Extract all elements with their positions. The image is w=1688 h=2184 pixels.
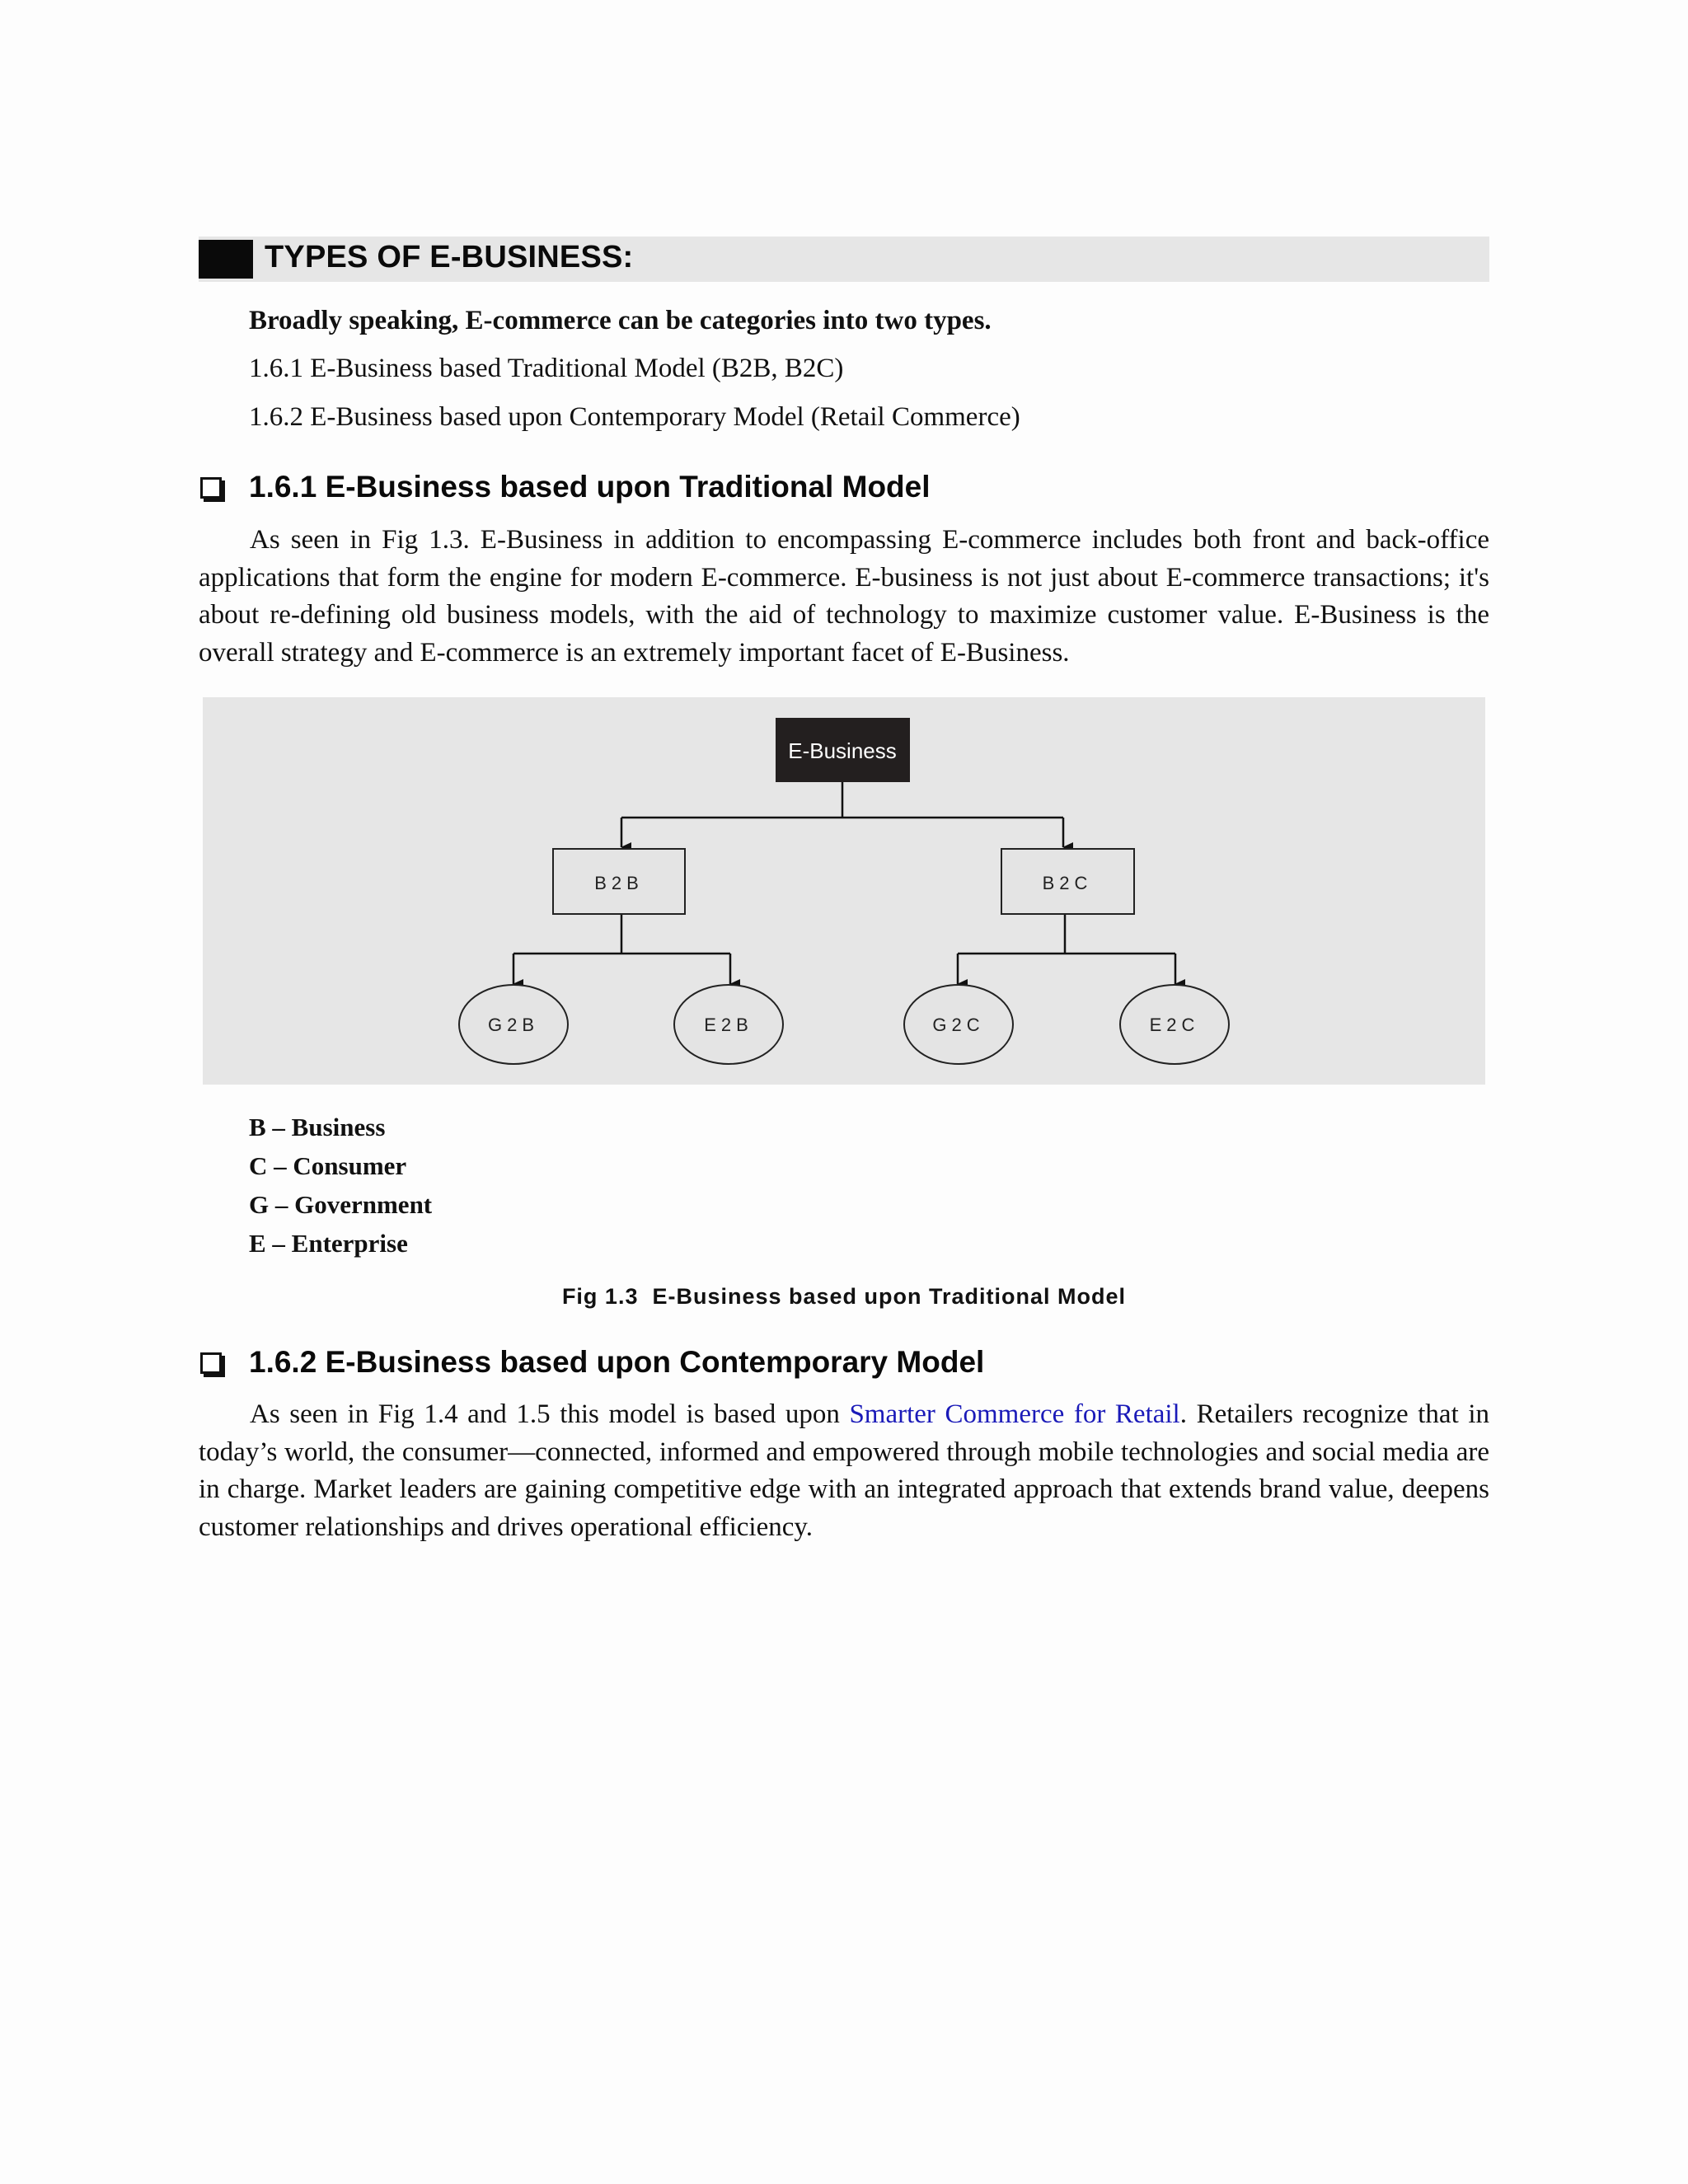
intro-text: Broadly speaking, E-commerce can be categories into two types.	[249, 306, 992, 335]
legend-item: G – Government	[249, 1190, 433, 1219]
node-b2c-label: B2C	[1042, 873, 1093, 893]
checkbox-bullet-icon	[200, 1352, 222, 1374]
paragraph-text: As seen in Fig 1.3. E-Business in addition to encompassing E-commerce includes both front and back-office applications that form the engine for modern E-commerce. E-business is not just about E-commerce transactions; it's about re-defining old business models, with the aid of technology to maximize customer value. E-Business is the overall strategy and E-commerce is an extremely important facet of E-Business.	[199, 525, 1489, 668]
list-item: 1.6.2 E-Business based upon Contemporary Model (Retail Commerce)	[249, 402, 1020, 432]
paragraph-text: As seen in Fig 1.4 and 1.5 this model is based upon	[250, 1399, 850, 1429]
paragraph	[199, 1396, 1489, 1546]
node-g2c-label: G2C	[932, 1015, 985, 1035]
node-b2b-label: B2B	[594, 873, 644, 893]
root-node-label: E-Business	[788, 738, 897, 763]
legend-item: E – Enterprise	[249, 1229, 408, 1258]
paragraph-text: . Retailers recognize that in today’s world, the consumer—connected, informed and empowered through mobile technologies and social media are in charge. Market leaders are gaining competitive edge with an integrated approach that extends brand value, deepens customer relationships and drives operational efficiency.	[199, 1399, 1489, 1542]
legend-item: B – Business	[249, 1113, 386, 1141]
subsection-heading: 1.6.2 E-Business based upon Contemporary Model	[249, 1345, 985, 1379]
node-e2b-label: E2B	[704, 1015, 753, 1035]
subsection-heading: 1.6.1 E-Business based upon Traditional Model	[249, 470, 931, 504]
list-item: 1.6.1 E-Business based Traditional Model (B2B, B2C)	[249, 354, 844, 383]
retail-link[interactable]: Smarter Commerce for Retail	[849, 1399, 1180, 1429]
node-e2c-label: E2C	[1149, 1015, 1200, 1035]
legend-item: C – Consumer	[249, 1151, 407, 1180]
node-g2b-label: G2B	[487, 1015, 540, 1035]
figure-caption: Fig 1.3 E-Business based upon Traditional Model	[561, 1284, 1127, 1309]
section-title: TYPES OF E-BUSINESS:	[265, 240, 634, 274]
